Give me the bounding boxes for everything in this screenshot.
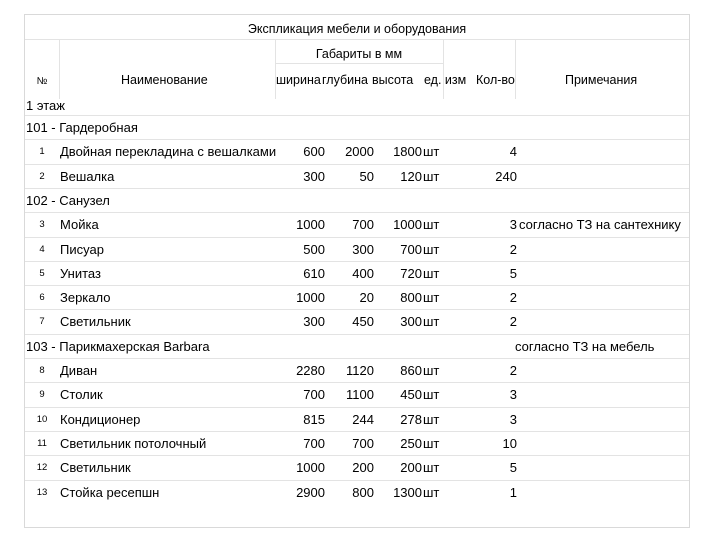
- row-number: 1: [39, 146, 45, 158]
- height-value: 278: [400, 411, 422, 427]
- row-number: 3: [39, 219, 45, 231]
- width-value: 500: [303, 241, 325, 257]
- row-number: 8: [39, 365, 45, 376]
- qty-value: 5: [509, 460, 517, 476]
- qty-value: 10: [502, 435, 517, 451]
- height-value: 450: [400, 387, 422, 403]
- qty-value: 3: [509, 387, 517, 403]
- width-header: ширина: [276, 73, 321, 87]
- depth-value: 400: [352, 265, 374, 281]
- height-value: 200: [400, 460, 422, 476]
- row-number: 4: [39, 243, 45, 255]
- qty-header: Кол-во: [476, 73, 515, 87]
- row-number: 12: [36, 462, 48, 474]
- depth-value: 800: [352, 484, 374, 500]
- row-divider: [25, 139, 689, 140]
- dimensions-column-divider: [443, 39, 444, 99]
- item-name: Двойная перекладина с вешалками: [60, 144, 277, 160]
- row-divider: [25, 115, 689, 116]
- notes-header: Примечания: [565, 73, 638, 87]
- width-value: 2900: [296, 484, 325, 500]
- item-note: согласно ТЗ на сантехнику: [519, 217, 681, 233]
- depth-value: 700: [352, 217, 374, 233]
- item-name: Светильник: [60, 460, 131, 476]
- row-number: 11: [37, 437, 47, 449]
- depth-value: 1120: [346, 363, 374, 378]
- row-number: 13: [36, 486, 48, 498]
- row-number: 5: [39, 267, 45, 279]
- unit-value: шт: [423, 484, 440, 500]
- unit-value: шт: [423, 290, 440, 306]
- qty-value: 240: [495, 168, 517, 184]
- title-divider: [25, 39, 689, 40]
- unit-header: ед. изм: [424, 73, 467, 87]
- row-divider: [25, 407, 689, 408]
- unit-value: шт: [423, 435, 440, 451]
- width-value: 700: [303, 435, 325, 451]
- width-value: 1000: [296, 290, 325, 306]
- row-number: 9: [39, 389, 45, 401]
- qty-value: 2: [509, 241, 517, 257]
- height-value: 1300: [393, 484, 422, 500]
- height-value: 1800: [393, 144, 422, 160]
- height-value: 700: [400, 241, 422, 257]
- qty-value: 3: [509, 411, 517, 427]
- row-divider: [25, 237, 689, 238]
- row-number: 7: [39, 316, 45, 328]
- height-value: 1000: [393, 217, 422, 233]
- row-divider: [25, 382, 689, 383]
- row-divider: [25, 309, 689, 310]
- depth-value: 700: [352, 435, 374, 451]
- unit-value: шт: [423, 363, 440, 378]
- height-value: 300: [400, 314, 422, 330]
- width-value: 600: [303, 144, 325, 160]
- item-name: Кондиционер: [60, 411, 141, 427]
- row-divider: [25, 480, 689, 481]
- unit-value: шт: [423, 241, 440, 257]
- row-divider: [25, 188, 689, 189]
- unit-value: шт: [423, 314, 440, 330]
- row-divider: [25, 285, 689, 286]
- unit-value: шт: [423, 460, 440, 476]
- unit-value: шт: [423, 265, 440, 281]
- width-value: 2280: [296, 363, 325, 378]
- row-number: 2: [39, 170, 45, 182]
- row-number: 10: [36, 413, 48, 425]
- width-value: 610: [303, 265, 325, 281]
- depth-value: 2000: [345, 144, 374, 160]
- item-name: Светильник потолочный: [60, 435, 207, 451]
- depth-value: 300: [352, 241, 374, 257]
- qty-value: 3: [509, 217, 517, 233]
- depth-value: 1100: [346, 387, 374, 403]
- row-divider: [25, 164, 689, 165]
- furniture-explication-table: [24, 14, 690, 528]
- row-divider: [25, 455, 689, 456]
- height-value: 120: [400, 168, 422, 184]
- item-name: Вешалка: [60, 168, 115, 184]
- table-title: Экспликация мебели и оборудования: [247, 22, 467, 36]
- unit-value: шт: [423, 387, 440, 403]
- section-title: 101 - Гардеробная: [26, 120, 138, 135]
- item-name: Столик: [60, 387, 103, 403]
- width-value: 815: [303, 411, 325, 427]
- qty-value: 1: [509, 484, 517, 500]
- depth-value: 244: [352, 411, 374, 427]
- depth-value: 450: [352, 314, 374, 330]
- row-divider: [25, 334, 689, 335]
- dimensions-divider: [275, 63, 443, 64]
- depth-value: 200: [352, 460, 374, 476]
- qty-value: 2: [509, 314, 517, 330]
- width-value: 700: [303, 387, 325, 403]
- width-value: 300: [303, 314, 325, 330]
- qty-column-divider: [515, 39, 516, 99]
- section-title: 103 - Парикмахерская Barbara: [26, 338, 210, 354]
- dimensions-header: Габариты в мм: [315, 47, 403, 61]
- width-value: 300: [303, 168, 325, 184]
- unit-value: шт: [423, 217, 440, 233]
- depth-header: глубина: [322, 73, 368, 87]
- item-name: Зеркало: [60, 290, 111, 306]
- floor-label: 1 этаж: [26, 98, 65, 113]
- item-name: Светильник: [60, 314, 131, 330]
- unit-value: шт: [423, 144, 440, 160]
- height-value: 800: [400, 290, 422, 306]
- height-header: высота: [372, 73, 414, 87]
- height-value: 250: [400, 435, 422, 451]
- item-name: Унитаз: [60, 265, 101, 281]
- row-number: 6: [39, 292, 45, 304]
- depth-value: 20: [359, 290, 374, 306]
- item-name: Стойка ресепшн: [60, 484, 160, 500]
- height-value: 720: [400, 265, 422, 281]
- qty-value: 5: [509, 265, 517, 281]
- no-column-divider: [59, 39, 60, 99]
- row-divider: [25, 212, 689, 213]
- section-title: 102 - Санузел: [26, 192, 110, 208]
- unit-value: шт: [423, 411, 440, 427]
- item-name: Мойка: [60, 217, 99, 233]
- qty-value: 2: [509, 363, 517, 378]
- width-value: 1000: [296, 460, 325, 476]
- row-divider: [25, 261, 689, 262]
- depth-value: 50: [359, 168, 374, 184]
- width-value: 1000: [296, 217, 325, 233]
- section-note: согласно ТЗ на мебель: [515, 338, 655, 354]
- item-name: Писуар: [60, 241, 104, 257]
- name-header: Наименование: [121, 73, 208, 87]
- unit-value: шт: [423, 168, 440, 184]
- no-header: №: [36, 76, 48, 87]
- height-value: 860: [400, 363, 422, 378]
- row-divider: [25, 358, 689, 359]
- qty-value: 2: [509, 290, 517, 306]
- row-divider: [25, 431, 689, 432]
- qty-value: 4: [509, 144, 517, 160]
- item-name: Диван: [60, 363, 98, 378]
